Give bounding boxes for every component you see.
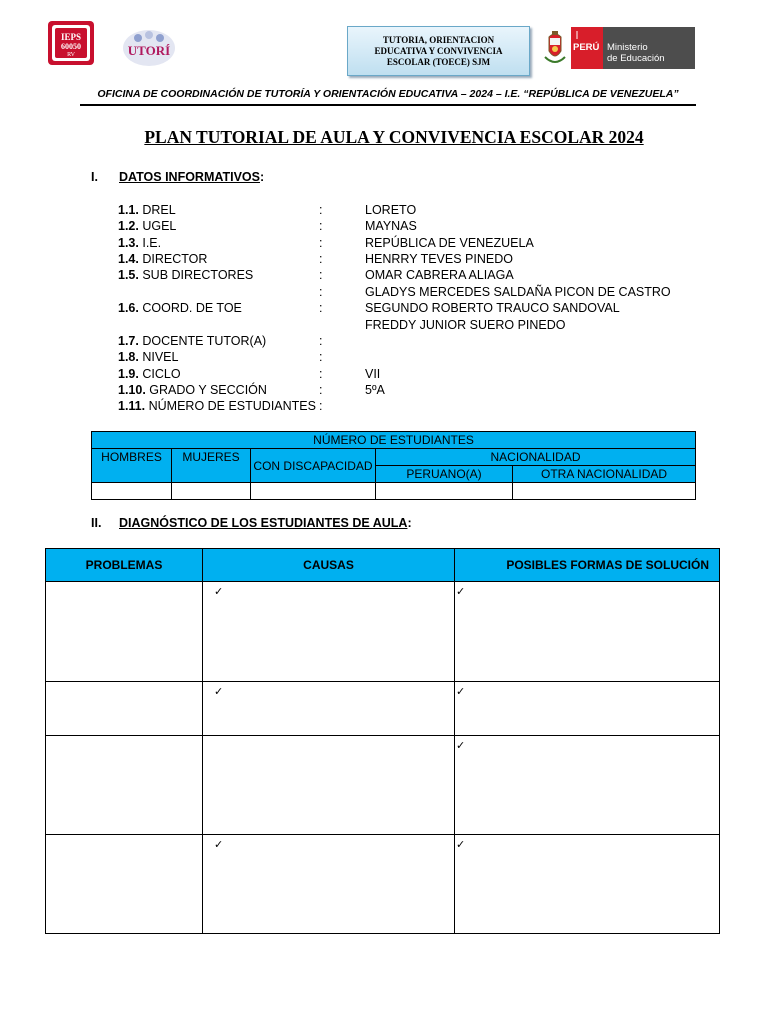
info-number: 1.3. — [118, 236, 139, 250]
info-label — [118, 399, 316, 413]
info-colon: : — [319, 203, 323, 217]
checkmark-icon: ✓ — [214, 839, 224, 851]
section-1-number: I. — [91, 170, 98, 184]
info-row — [118, 285, 678, 301]
info-label-text: NIVEL — [142, 350, 179, 364]
info-label-text: DIRECTOR — [142, 252, 208, 266]
info-row — [118, 334, 678, 350]
section-1-title-text: DATOS INFORMATIVOS — [119, 170, 260, 184]
problema-cell[interactable] — [46, 835, 203, 934]
info-label — [118, 367, 181, 381]
info-colon: : — [319, 334, 323, 348]
info-number: 1.1. — [118, 203, 139, 217]
minedu-line1: Ministerio — [607, 42, 648, 53]
section-1-suffix: : — [259, 170, 265, 184]
document-title: PLAN TUTORIAL DE AULA Y CONVIVENCIA ESCOLAR 2024 — [144, 127, 644, 147]
info-row — [118, 203, 678, 219]
col-otra-nacionalidad: OTRA NACIONALIDAD — [513, 466, 696, 483]
info-label-text: COORD. DE TOE — [142, 301, 242, 315]
checkmark-icon: ✓ — [214, 586, 224, 598]
info-label-text: UGEL — [142, 219, 177, 233]
causa-cell[interactable] — [203, 835, 455, 934]
checkmark-icon: ✓ — [456, 740, 466, 752]
peru-coat-of-arms-icon — [545, 31, 565, 62]
problema-cell[interactable] — [46, 682, 203, 736]
info-label-text: SUB DIRECTORES — [142, 268, 254, 282]
causa-cell[interactable] — [203, 736, 455, 835]
svg-text:RV: RV — [67, 52, 75, 58]
cell-mujeres[interactable] — [172, 483, 251, 500]
checkmark-icon: ✓ — [456, 586, 466, 598]
info-number: 1.11. — [118, 399, 146, 413]
info-number: 1.10. — [118, 383, 146, 397]
col-hombres: HOMBRES — [92, 449, 172, 483]
info-label-text: DREL — [142, 203, 176, 217]
info-number: 1.4. — [118, 252, 139, 266]
info-value: OMAR CABRERA ALIAGA — [365, 268, 514, 282]
col-peruano: PERUANO(A) — [376, 466, 513, 483]
info-number: 1.5. — [118, 268, 139, 282]
info-row — [118, 350, 678, 366]
info-row — [118, 301, 678, 317]
problema-cell[interactable] — [46, 736, 203, 835]
col-mujeres: MUJERES — [172, 449, 251, 483]
info-row — [118, 236, 678, 252]
header-causas: CAUSAS — [203, 549, 455, 582]
info-number: 1.2. — [118, 219, 139, 233]
info-value: FREDDY JUNIOR SUERO PINEDO — [365, 318, 566, 332]
info-value: LORETO — [365, 203, 417, 217]
info-colon: : — [319, 285, 323, 299]
section-1-title — [119, 170, 264, 184]
svg-text:UTORÍ: UTORÍ — [127, 43, 171, 58]
section-2-number: II. — [91, 516, 102, 530]
diagnosis-row — [46, 736, 720, 835]
header-problemas: PROBLEMAS — [46, 549, 203, 582]
info-label-text: DOCENTE TUTOR(A) — [142, 334, 267, 348]
info-colon: : — [319, 399, 323, 413]
minedu-peru-label: PERÚ — [573, 42, 600, 53]
info-value: SEGUNDO ROBERTO TRAUCO SANDOVAL — [365, 301, 620, 315]
cell-con-discapacidad[interactable] — [251, 483, 376, 500]
school-logo — [47, 20, 95, 66]
info-colon: : — [319, 252, 323, 266]
header-soluciones: POSIBLES FORMAS DE SOLUCIÓN — [455, 549, 720, 582]
info-label — [118, 203, 176, 217]
info-row — [118, 367, 678, 383]
diagnosis-row — [46, 682, 720, 736]
info-row — [118, 399, 678, 415]
info-colon: : — [319, 301, 323, 315]
info-label-text: CICLO — [142, 367, 181, 381]
info-label — [118, 219, 176, 233]
students-table-title: NÚMERO DE ESTUDIANTES — [92, 432, 696, 449]
info-colon: : — [319, 219, 323, 233]
info-label — [118, 268, 253, 282]
info-number: 1.9. — [118, 367, 139, 381]
info-label-text: I.E. — [142, 236, 162, 250]
info-row — [118, 252, 678, 268]
section-2-suffix: : — [407, 516, 412, 530]
info-row — [118, 268, 678, 284]
checkmark-icon: ✓ — [214, 686, 224, 698]
causa-cell[interactable] — [203, 682, 455, 736]
col-nacionalidad: NACIONALIDAD — [376, 449, 696, 466]
diagnosis-table — [45, 548, 720, 934]
diagnosis-row — [46, 835, 720, 934]
info-value: VII — [365, 367, 381, 381]
checkmark-icon: ✓ — [456, 839, 466, 851]
problema-cell[interactable] — [46, 582, 203, 682]
toece-banner — [347, 26, 530, 76]
info-label — [118, 334, 266, 348]
info-number: 1.8. — [118, 350, 139, 364]
info-label — [118, 350, 178, 364]
info-colon: : — [319, 236, 323, 250]
minedu-line2: de Educación — [607, 53, 665, 64]
students-table-input-row — [92, 483, 696, 500]
info-value: 5ºA — [365, 383, 385, 397]
info-value: REPÚBLICA DE VENEZUELA — [365, 236, 534, 250]
solucion-cell[interactable] — [455, 682, 720, 736]
office-line: OFICINA DE COORDINACIÓN DE TUTORÍA Y ORIENTACIÓN EDUCATIVA – 2024 – I.E. “REPÚBLICA DE VENEZUELA” — [97, 88, 679, 100]
info-number: 1.6. — [118, 301, 139, 315]
info-colon: : — [319, 367, 323, 381]
causa-cell[interactable] — [203, 582, 455, 682]
info-value: GLADYS MERCEDES SALDAÑA PICON DE CASTRO — [365, 285, 671, 299]
col-con-discapacidad: CON DISCAPACIDAD — [251, 449, 376, 483]
info-colon: : — [319, 383, 323, 397]
section-2-title — [119, 516, 412, 530]
solucion-cell[interactable] — [455, 835, 720, 934]
cell-hombres[interactable] — [92, 483, 172, 500]
info-value: MAYNAS — [365, 219, 417, 233]
info-label-text: GRADO Y SECCIÓN — [149, 383, 267, 397]
section-2-title-text: DIAGNÓSTICO DE LOS ESTUDIANTES DE AULA — [119, 516, 408, 530]
toece-banner-text: TUTORIA, ORIENTACION EDUCATIVA Y CONVIVENCIA ESCOLAR (TOECE) SJM — [374, 34, 503, 67]
checkmark-icon: ✓ — [456, 686, 466, 698]
info-label-text: NÚMERO DE ESTUDIANTES — [148, 399, 316, 413]
solucion-cell[interactable] — [455, 582, 720, 682]
diagnosis-table-body — [46, 582, 720, 934]
info-row — [118, 219, 678, 235]
header-rule — [80, 104, 696, 106]
info-label — [118, 236, 161, 250]
info-colon: : — [319, 350, 323, 364]
utori-logo — [118, 26, 180, 70]
students-table — [91, 431, 696, 500]
info-label — [118, 383, 267, 397]
info-colon: : — [319, 268, 323, 282]
cell-otra-nacionalidad[interactable] — [513, 483, 696, 500]
info-row — [118, 318, 678, 334]
cell-peruano[interactable] — [376, 483, 513, 500]
info-value: HENRRY TEVES PINEDO — [365, 252, 513, 266]
svg-text:60050: 60050 — [61, 42, 81, 51]
solucion-cell[interactable] — [455, 736, 720, 835]
info-label — [118, 301, 242, 315]
info-number: 1.7. — [118, 334, 139, 348]
info-row — [118, 383, 678, 399]
minedu-logo — [543, 27, 695, 69]
diagnosis-row — [46, 582, 720, 682]
info-label — [118, 252, 207, 266]
svg-text:IEPS: IEPS — [60, 32, 82, 42]
